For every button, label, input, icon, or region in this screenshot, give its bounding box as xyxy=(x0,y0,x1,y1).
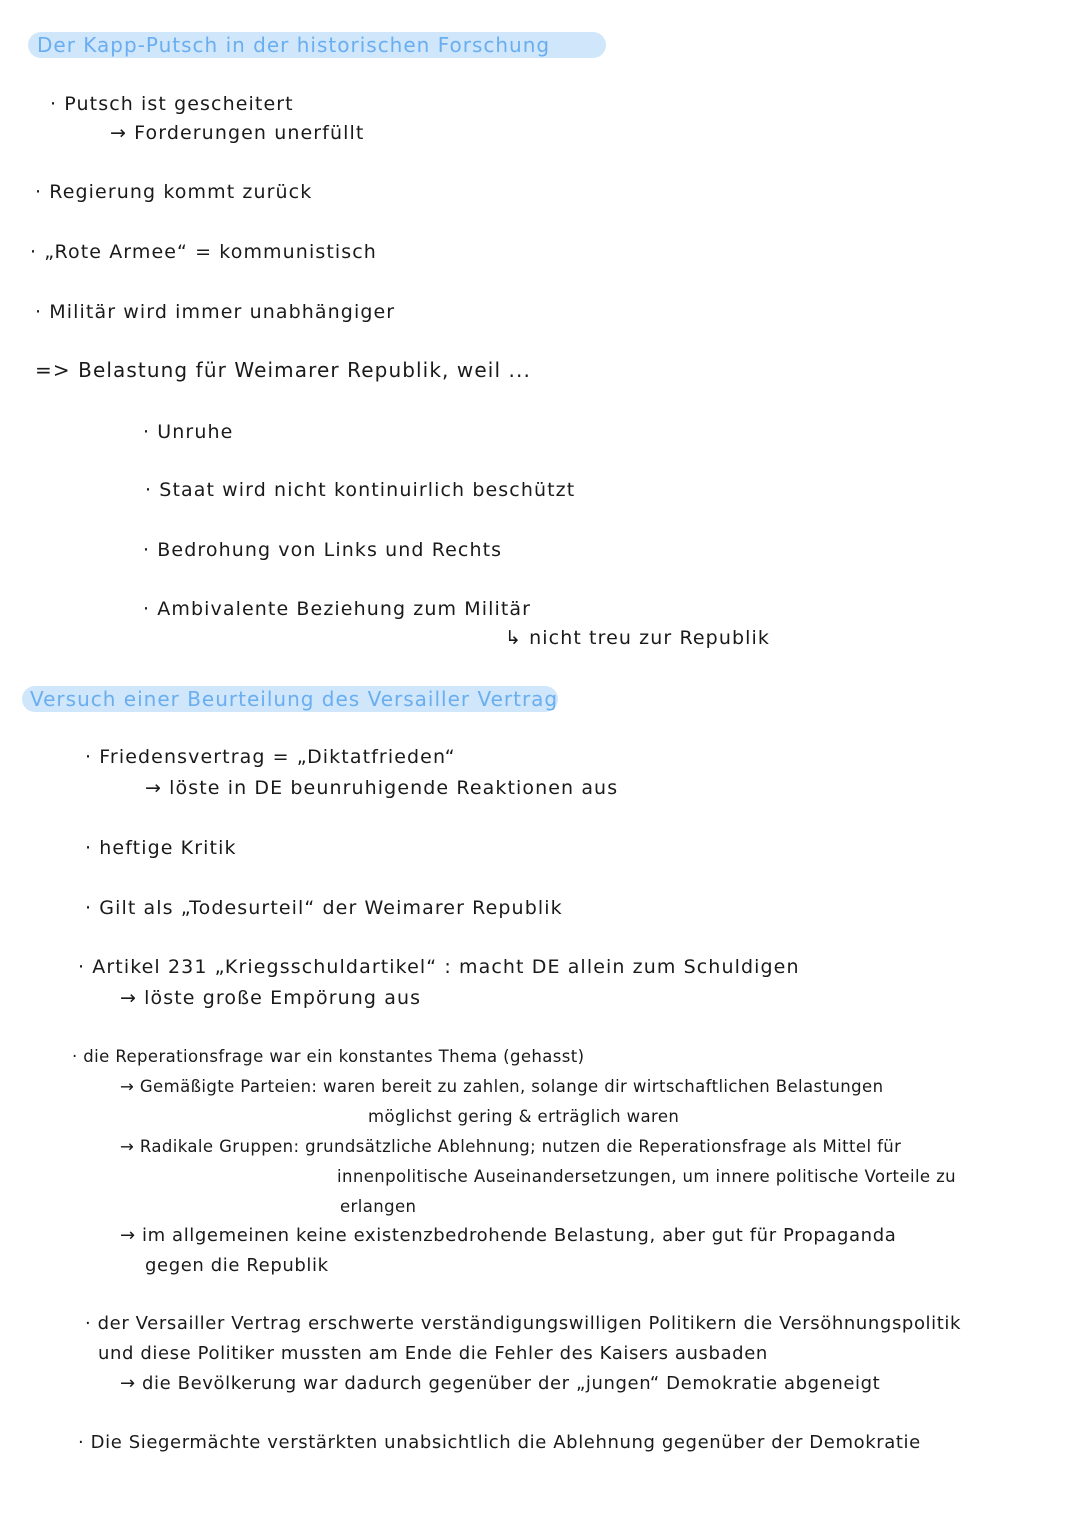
note-line: · Militär wird immer unabhängiger xyxy=(35,301,396,323)
section-heading-kapp-putsch: Der Kapp-Putsch in der historischen Forschung xyxy=(37,33,551,57)
note-line: · Gilt als „Todesurteil“ der Weimarer Republik xyxy=(85,897,563,919)
section-heading-versailles: Versuch einer Beurteilung des Versailler Vertrag xyxy=(30,687,559,711)
note-line: · der Versailler Vertrag erschwerte verständigungswilligen Politikern die Versöhnungspolitik xyxy=(85,1313,962,1334)
note-line: → löste große Empörung aus xyxy=(120,987,422,1009)
note-line: ↳ nicht treu zur Republik xyxy=(505,627,770,649)
note-line: → Radikale Gruppen: grundsätzliche Ablehnung; nutzen die Reperationsfrage als Mittel für xyxy=(120,1137,902,1156)
note-line: · Putsch ist gescheitert xyxy=(50,93,294,115)
note-line: → Forderungen unerfüllt xyxy=(110,122,365,144)
note-line: → die Bevölkerung war dadurch gegenüber der „jungen“ Demokratie abgeneigt xyxy=(120,1373,881,1394)
note-line: erlangen xyxy=(340,1197,417,1216)
note-line: innenpolitische Auseinandersetzungen, um innere politische Vorteile zu xyxy=(337,1167,957,1186)
note-line: → löste in DE beunruhigende Reaktionen aus xyxy=(145,777,619,799)
note-line: · Regierung kommt zurück xyxy=(35,181,313,203)
note-line: möglichst gering & erträglich waren xyxy=(368,1107,680,1126)
note-line: · Unruhe xyxy=(143,421,234,443)
note-line: · „Rote Armee“ = kommunistisch xyxy=(30,241,377,263)
note-line: · heftige Kritik xyxy=(85,837,237,859)
note-line: · Staat wird nicht kontinuirlich beschützt xyxy=(145,479,576,501)
note-line: und diese Politiker mussten am Ende die Fehler des Kaisers ausbaden xyxy=(98,1343,768,1364)
note-line: · Bedrohung von Links und Rechts xyxy=(143,539,503,561)
note-line: → im allgemeinen keine existenzbedrohende Belastung, aber gut für Propaganda xyxy=(120,1225,897,1246)
note-line: · Artikel 231 „Kriegsschuldartikel“ : macht DE allein zum Schuldigen xyxy=(78,956,800,978)
note-line: · Friedensvertrag = „Diktatfrieden“ xyxy=(85,746,456,768)
note-line: · Ambivalente Beziehung zum Militär xyxy=(143,598,532,620)
note-line: · Die Siegermächte verstärkten unabsichtlich die Ablehnung gegenüber der Demokratie xyxy=(78,1432,921,1453)
note-line: gegen die Republik xyxy=(145,1255,329,1276)
note-line: · die Reperationsfrage war ein konstantes Thema (gehasst) xyxy=(72,1047,585,1066)
note-line: → Gemäßigte Parteien: waren bereit zu zahlen, solange dir wirtschaftlichen Belastungen xyxy=(120,1077,884,1096)
conclusion-line: => Belastung für Weimarer Republik, weil ... xyxy=(35,358,531,382)
